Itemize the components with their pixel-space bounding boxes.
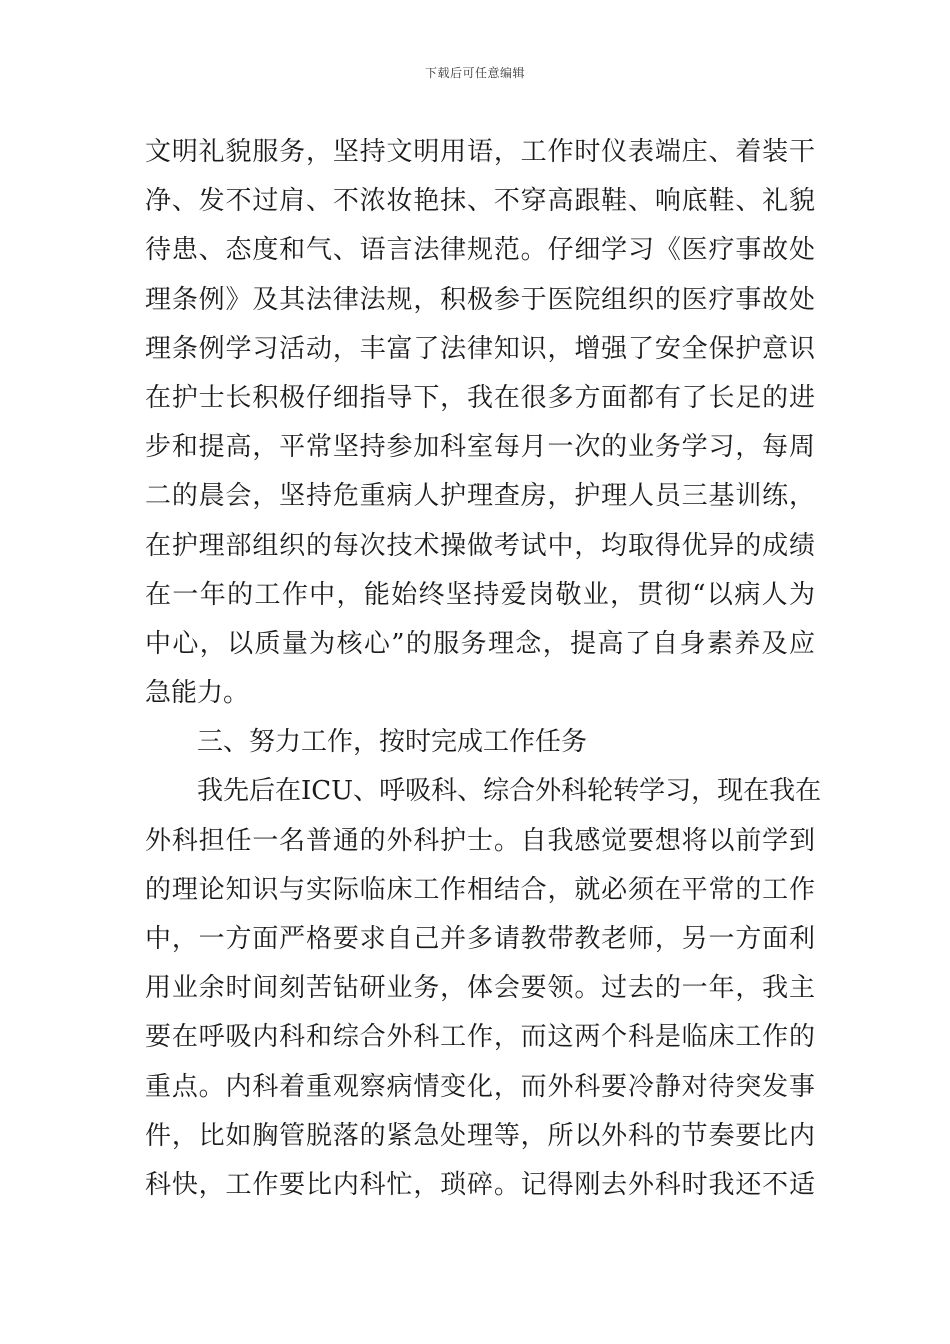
body-line: 科快，工作要比内科忙，琐碎。记得刚去外科时我还不适	[145, 1169, 815, 1200]
body-line: 中，一方面严格要求自己并多请教带教老师，另一方面利	[145, 924, 815, 954]
body-line: 理条例学习活动，丰富了法律知识，增强了安全保护意识	[145, 333, 815, 364]
body-line: 外科担任一名普通的外科护士。自我感觉要想将以前学到	[145, 825, 815, 856]
body-line: 在护士长积极仔细指导下，我在很多方面都有了长足的进	[145, 382, 815, 413]
body-line: 要在呼吸内科和综合外科工作，而这两个科是临床工作的	[145, 1022, 815, 1053]
body-line: 在一年的工作中，能始终坚持爱岗敬业，贯彻“以病人为	[145, 579, 815, 610]
section-heading: 三、努力工作，按时完成工作任务	[197, 727, 588, 758]
body-line: 重点。内科着重观察病情变化，而外科要冷静对待突发事	[145, 1071, 815, 1102]
body-line: 在护理部组织的每次技术操做考试中，均取得优异的成绩	[145, 530, 815, 561]
body-line: 的理论知识与实际临床工作相结合，就必须在平常的工作	[145, 874, 815, 905]
body-line: 步和提高，平常坚持参加科室每月一次的业务学习，每周	[145, 432, 815, 463]
body-line: 我先后在ICU、呼吸科、综合外科轮转学习，现在我在	[197, 776, 822, 807]
body-line: 中心，以质量为核心”的服务理念，提高了自身素养及应	[145, 628, 815, 659]
document-body	[145, 128, 822, 1210]
body-line: 二的晨会，坚持危重病人护理查房，护理人员三基训练，	[145, 481, 815, 512]
body-line: 急能力。	[145, 678, 250, 709]
page-header-note: 下载后可任意编辑	[424, 66, 525, 80]
body-line: 件，比如胸管脱落的紧急处理等，所以外科的节奏要比内	[145, 1120, 815, 1151]
body-line: 待患、态度和气、语言法律规范。仔细学习《医疗事故处	[145, 235, 815, 266]
body-line: 文明礼貌服务，坚持文明用语，工作时仪表端庄、着装干	[145, 137, 815, 167]
body-line: 净、发不过肩、不浓妆艳抹、不穿高跟鞋、响底鞋、礼貌	[145, 186, 815, 217]
body-line: 用业余时间刻苦钻研业务，体会要领。过去的一年，我主	[145, 973, 815, 1004]
body-line: 理条例》及其法律法规，积极参于医院组织的医疗事故处	[145, 284, 815, 315]
